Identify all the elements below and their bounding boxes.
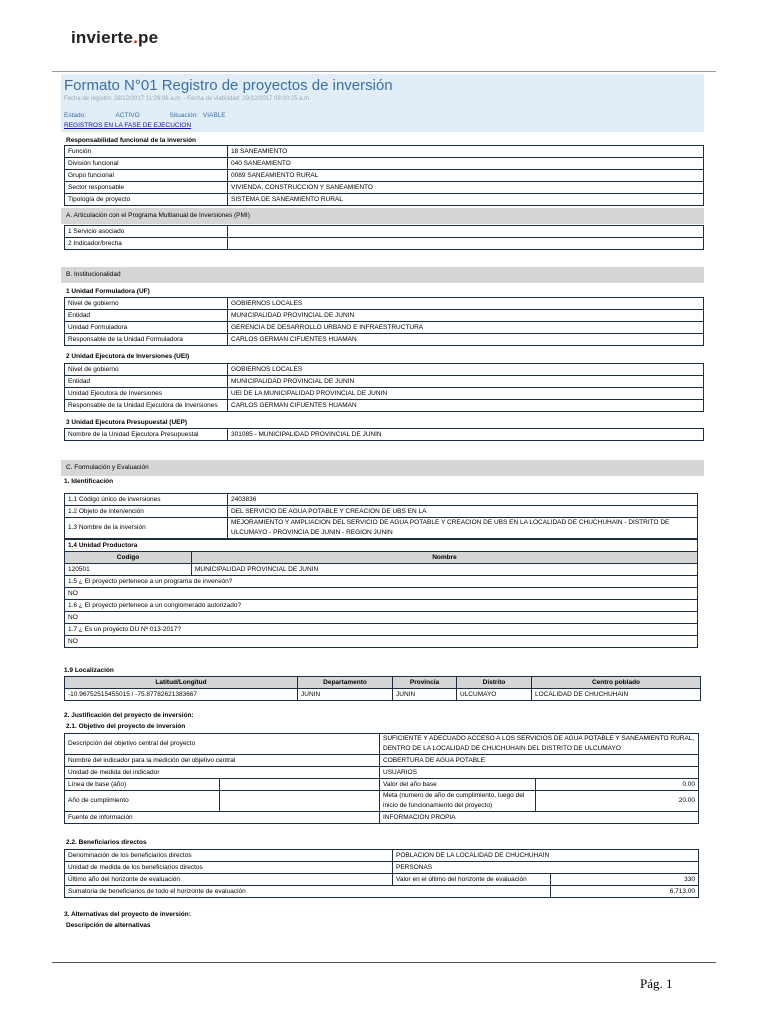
- row-value: GOBIERNOS LOCALES: [228, 298, 704, 310]
- registros-link[interactable]: REGISTROS EN LA FASE DE EJECUCION: [64, 122, 192, 129]
- row-value: MEJORAMIENTO Y AMPLIACION DEL SERVICIO DE AGUA POTABLE Y CREACION DE UBS EN LA LOCALIDAD DE CHUCHUHAIN - DISTRITO DE ULCUMAYO - PROVINCIA DE JUNIN - REGION JUNIN: [228, 518, 698, 539]
- row-key: Nivel de gobierno: [65, 298, 228, 310]
- table-row: [65, 388, 704, 400]
- row-key: Sector responsable: [65, 182, 228, 194]
- question: 1.7 ¿ Es un proyecto DU Nº 013-2017?: [65, 624, 698, 636]
- row-value: 0.00: [536, 779, 699, 791]
- row-key: Entidad: [65, 310, 228, 322]
- row-value: CARLOS GERMAN CIFUENTES HUAMAN: [228, 400, 704, 412]
- identificacion-heading: 1. Identificación: [64, 478, 114, 485]
- row-value: 040 SANEAMIENTO: [228, 158, 704, 170]
- table-row: [65, 170, 704, 182]
- table-row: [65, 850, 699, 862]
- table-row: [65, 518, 698, 539]
- row-key: Último año del horizonte de evaluación: [65, 874, 393, 886]
- table-row: [65, 677, 701, 689]
- row-key: Función: [65, 146, 228, 158]
- table-row: [65, 755, 699, 767]
- row-key: 2 Indicador/brecha: [65, 238, 228, 250]
- row-key: Unidad Ejecutora de Inversiones: [65, 388, 228, 400]
- table-row: [65, 376, 704, 388]
- invierte-pe-logo: [71, 28, 158, 48]
- row-value: GERENCIA DE DESARROLLO URBANO E INFRAESTRUCTURA: [228, 322, 704, 334]
- estado-label: Estado:: [64, 112, 87, 119]
- answer: NO: [65, 612, 698, 624]
- beneficiarios-heading: 2.2. Beneficiarios directos: [66, 839, 147, 846]
- row-key: Valor en el último del horizonte de evaluación: [393, 874, 551, 886]
- table-row: [65, 791, 699, 812]
- table-row: [65, 874, 699, 886]
- row-key: Tipología de proyecto: [65, 194, 228, 206]
- row-key: Entidad: [65, 376, 228, 388]
- cell: MUNICIPALIDAD PROVINCIAL DE JUNIN: [192, 564, 698, 576]
- uep-table: [64, 428, 704, 441]
- row-value: 0089 SANEAMIENTO RURAL: [228, 170, 704, 182]
- table-row: [65, 812, 699, 824]
- row-value: VIVIENDA, CONSTRUCCION Y SANEAMIENTO: [228, 182, 704, 194]
- row-value: UEI DE LA MUNICIPALIDAD PROVINCIAL DE JUNIN: [228, 388, 704, 400]
- identificacion-table: [64, 493, 698, 539]
- cell: -10.96752515455015 / -75.87782621383667: [65, 689, 298, 701]
- row-value: DEL SERVICIO DE AGUA POTABLE Y CREACION DE UBS EN LA: [228, 506, 698, 518]
- cell: ULCUMAYO: [457, 689, 532, 701]
- row-value: 18 SANEAMIENTO: [228, 146, 704, 158]
- col-header: Latitud/Longitud: [65, 677, 298, 689]
- row-key: 1.3 Nombre de la inversión: [65, 518, 228, 539]
- table-row: [65, 576, 698, 588]
- row-key: Meta (numero de año de cumplimiento, luego del inicio de funcionamiento del proyecto): [380, 791, 536, 812]
- row-value: INFORMACION PROPIA: [380, 812, 699, 824]
- row-key: Sumatoria de beneficiarios de todo el horizonte de evaluación: [65, 886, 551, 898]
- question: 1.6 ¿ El proyecto pertenece a un conglomerado autorizado?: [65, 600, 698, 612]
- table-row: [65, 767, 699, 779]
- localizacion-table: [64, 676, 701, 701]
- uei-heading: 2 Unidad Ejecutora de Inversiones (UEI): [66, 353, 190, 360]
- status-line: [64, 112, 254, 119]
- table-row: [65, 400, 704, 412]
- table-row: [65, 689, 701, 701]
- section-a-title: A. Articulación con el Programa Multianual de Inversiones (PMI): [61, 208, 704, 224]
- row-value: [228, 226, 704, 238]
- row-value: MUNICIPALIDAD PROVINCIAL DE JUNIN: [228, 310, 704, 322]
- row-key: Responsable de la Unidad Formuladora: [65, 334, 228, 346]
- cell: LOCALIDAD DE CHUCHUHAIN: [532, 689, 701, 701]
- table-row: [65, 734, 699, 755]
- logo-dot: .: [133, 28, 139, 47]
- top-divider: [52, 71, 716, 72]
- situacion-value: VIABLE: [202, 112, 226, 119]
- table-row: [65, 779, 699, 791]
- table-row: [65, 334, 704, 346]
- col-header: Distrito: [457, 677, 532, 689]
- table-row: [65, 310, 704, 322]
- row-key: Grupo funcional: [65, 170, 228, 182]
- footer-divider: [52, 962, 716, 963]
- row-key: Nombre del indicador para la medición del objetivo central: [65, 755, 380, 767]
- row-key: 1.1 Código único de inversiones: [65, 494, 228, 506]
- row-value: COBERTURA DE AGUA POTABLE: [380, 755, 699, 767]
- table-row: [65, 540, 698, 552]
- question: 1.5 ¿ El proyecto pertenece a un programa de inversión?: [65, 576, 698, 588]
- row-key: Línea de base (año): [65, 779, 220, 791]
- row-key: Unidad Formuladora: [65, 322, 228, 334]
- row-key: División funcional: [65, 158, 228, 170]
- situacion-label: Situación:: [169, 112, 199, 119]
- logo-text: invierte: [71, 28, 134, 47]
- cell: JUNIN: [298, 689, 393, 701]
- row-key: Denominación de los beneficiarios directos: [65, 850, 393, 862]
- alternativas-desc: Descripción de alternativas: [66, 922, 151, 929]
- table-row: [65, 429, 704, 441]
- page-title: Formato N°01 Registro de proyectos de inversión: [64, 77, 393, 94]
- col-header: Provincia: [393, 677, 457, 689]
- row-key: Año de cumplimiento: [65, 791, 220, 812]
- row-key: Valor del año base: [380, 779, 536, 791]
- table-row: [65, 158, 704, 170]
- table-row: [65, 182, 704, 194]
- up-heading: 1.4 Unidad Productora: [65, 540, 698, 552]
- row-key: Fuente de información: [65, 812, 380, 824]
- registration-dates: Fecha de registro: 28/12/2017 11:29:06 a.m. - Fecha de viabilidad: 29/12/2017 09:00:25 a.m.: [64, 96, 311, 102]
- table-row: [65, 146, 704, 158]
- col-header: Codigo: [65, 552, 192, 564]
- table-row: [65, 238, 704, 250]
- section-b-title: B. Institucionalidad: [61, 267, 704, 283]
- objetivo-table: [64, 733, 699, 824]
- uep-heading: 3 Unidad Ejecutora Presupuestal (UEP): [66, 419, 188, 426]
- col-header: Nombre: [192, 552, 698, 564]
- row-key: Unidad de medida del indicador: [65, 767, 380, 779]
- table-row: [65, 194, 704, 206]
- table-row: [65, 886, 699, 898]
- row-value: 20.00: [536, 791, 699, 812]
- uf-heading: 1 Unidad Formuladora (UF): [66, 288, 150, 295]
- table-row: [65, 588, 698, 600]
- row-key: Responsable de la Unidad Ejecutora de Inversiones: [65, 400, 228, 412]
- row-value: 330: [551, 874, 699, 886]
- page-number: Pág. 1: [640, 976, 673, 991]
- alternativas-heading: 3. Alternativas del proyecto de inversión:: [64, 911, 191, 918]
- row-value: PERSONAS: [393, 862, 699, 874]
- resp-heading: Responsabilidad funcional de la inversión: [66, 137, 197, 144]
- justificacion-heading: 2. Justificación del proyecto de inversión:: [64, 712, 194, 719]
- row-value: 2403836: [228, 494, 698, 506]
- beneficiarios-table: [64, 849, 699, 898]
- row-value: USUARIOS: [380, 767, 699, 779]
- unidad-productora-table: [64, 539, 698, 648]
- uf-table: [64, 297, 704, 346]
- row-key: 1.2 Objeto de intervención: [65, 506, 228, 518]
- pmi-table: [64, 225, 704, 250]
- uei-table: [64, 363, 704, 412]
- row-value: POBLACION DE LA LOCALIDAD DE CHUCHUHAIN: [393, 850, 699, 862]
- answer: NO: [65, 636, 698, 648]
- table-row: [65, 506, 698, 518]
- table-row: [65, 624, 698, 636]
- table-row: [65, 364, 704, 376]
- cell: JUNIN: [393, 689, 457, 701]
- table-row: [65, 226, 704, 238]
- table-row: [65, 494, 698, 506]
- row-value: SUFICIENTE Y ADECUADO ACCESO A LOS SERVICIOS DE AGUA POTABLE Y SANEAMIENTO RURAL, DENTRO DE LA LOCALIDAD DE CHUCHUHAIN DEL DISTRITO DE ULCUMAYO: [380, 734, 699, 755]
- row-key: 1 Servicio asociado: [65, 226, 228, 238]
- row-key: Unidad de medida de los beneficiarios directos: [65, 862, 393, 874]
- answer: NO: [65, 588, 698, 600]
- row-value: CARLOS GERMAN CIFUENTES HUAMAN: [228, 334, 704, 346]
- col-header: Departamento: [298, 677, 393, 689]
- row-key: Descripción del objetivo central del proyecto: [65, 734, 380, 755]
- row-value: MUNICIPALIDAD PROVINCIAL DE JUNIN: [228, 376, 704, 388]
- table-row: [65, 636, 698, 648]
- row-value: [220, 791, 380, 812]
- row-value: GOBIERNOS LOCALES: [228, 364, 704, 376]
- logo-text-suffix: pe: [138, 28, 159, 47]
- table-row: [65, 862, 699, 874]
- table-row: [65, 600, 698, 612]
- row-value: [228, 238, 704, 250]
- row-value: 6,713.00: [551, 886, 699, 898]
- row-value: SISTEMA DE SANEAMIENTO RURAL: [228, 194, 704, 206]
- localizacion-heading: 1.9 Localización: [64, 667, 114, 674]
- section-c-title: C. Formulación y Evaluación: [61, 460, 704, 476]
- cell: 120501: [65, 564, 192, 576]
- table-row: [65, 298, 704, 310]
- row-value: 301085 - MUNICIPALIDAD PROVINCIAL DE JUNIN: [228, 429, 704, 441]
- resp-table: [64, 145, 704, 206]
- table-row: [65, 552, 698, 564]
- col-header: Centro poblado: [532, 677, 701, 689]
- estado-value: ACTIVO: [115, 112, 140, 119]
- table-row: [65, 564, 698, 576]
- row-value: [220, 779, 380, 791]
- table-row: [65, 322, 704, 334]
- table-row: [65, 612, 698, 624]
- objetivo-heading: 2.1. Objetivo del proyecto de inversión: [66, 723, 186, 730]
- row-key: Nombre de la Unidad Ejecutora Presupuestal: [65, 429, 228, 441]
- row-key: Nivel de gobierno: [65, 364, 228, 376]
